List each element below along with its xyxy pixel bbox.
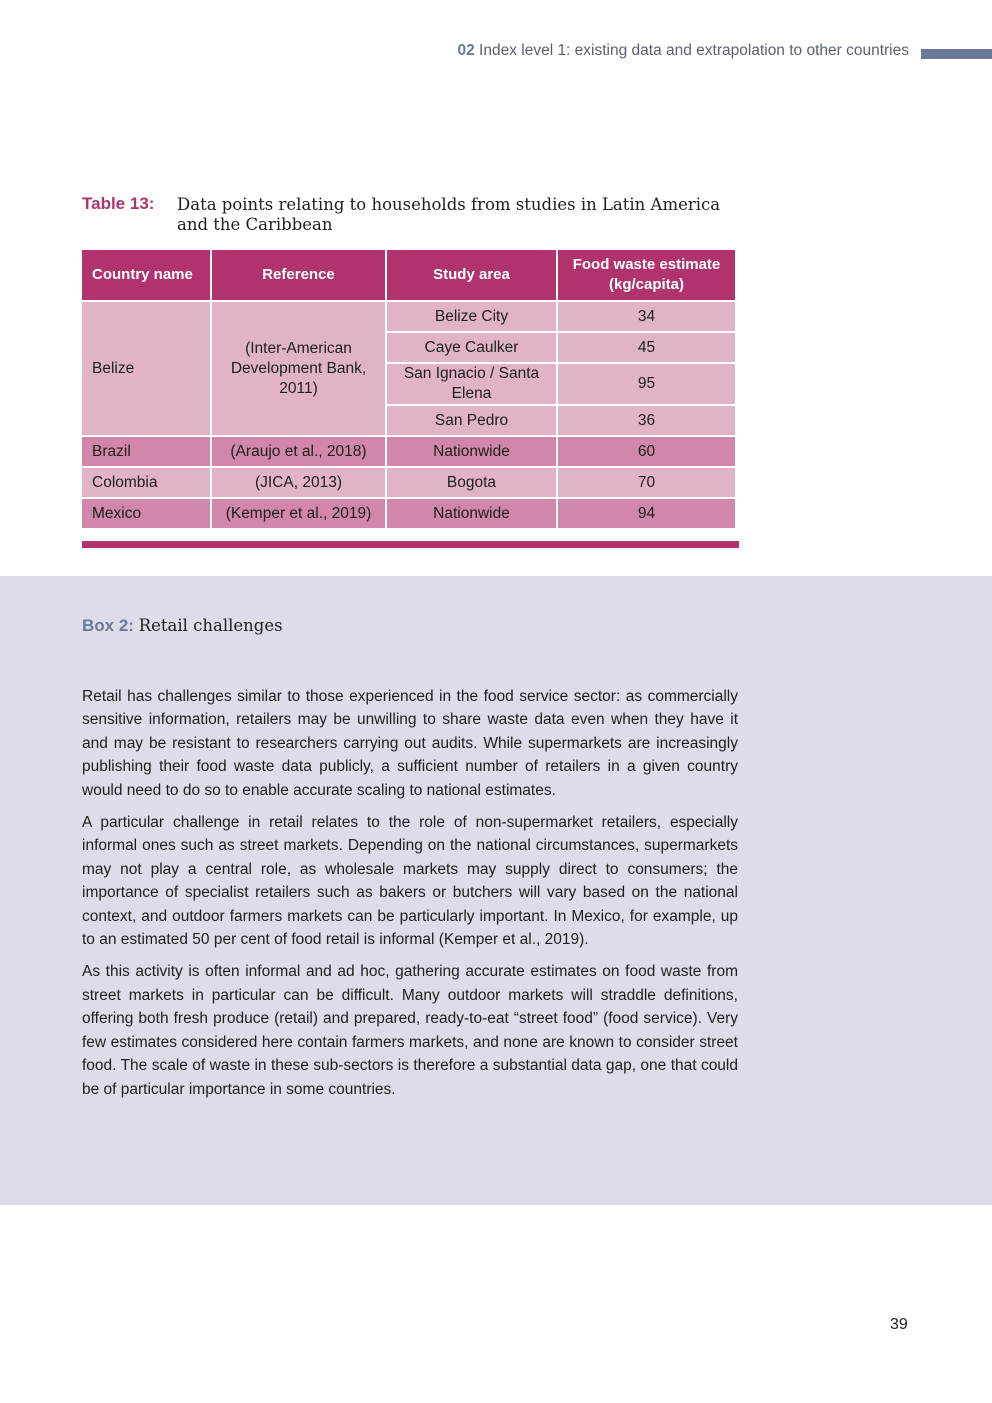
estimate-cell: 34 <box>558 302 735 331</box>
box-body <box>82 685 738 1110</box>
table-bottom-rule <box>82 541 739 548</box>
table-row <box>82 499 735 528</box>
estimate-cell: 60 <box>558 437 735 466</box>
estimate-cell: 70 <box>558 468 735 497</box>
country-cell: Mexico <box>82 499 210 528</box>
box-heading <box>82 616 283 636</box>
column-header-estimate: Food waste estimate (kg/capita) <box>558 250 735 300</box>
box-label: Box 2: <box>82 616 134 635</box>
running-header <box>457 42 909 64</box>
page-number: 39 <box>890 1316 908 1333</box>
table-row <box>82 437 735 466</box>
column-header-country: Country name <box>82 250 210 300</box>
country-cell: Brazil <box>82 437 210 466</box>
estimate-cell: 94 <box>558 499 735 528</box>
reference-cell: (Inter-American Development Bank, 2011) <box>212 302 385 435</box>
column-header-reference: Reference <box>212 250 385 300</box>
reference-cell: (JICA, 2013) <box>212 468 385 497</box>
study-area-cell: San Pedro <box>387 406 556 435</box>
box-paragraph: A particular challenge in retail relates to the role of non-supermarket retailers, especially informal ones such as street markets. Depending on the national circumstances, supermarkets may not play a central role, as wholesale markets may supply direct to consumers; the importance of specialist retailers such as bakers or butchers will vary based on the national context, and outdoor farmers markets can be particularly important. In Mexico, for example, up to an estimated 50 per cent of food retail is informal (Kemper et al., 2019). <box>82 814 738 949</box>
reference-cell: (Kemper et al., 2019) <box>212 499 385 528</box>
table-label: Table 13: <box>82 194 155 213</box>
study-area-cell: Bogota <box>387 468 556 497</box>
data-table <box>80 248 737 530</box>
box-title: Retail challenges <box>138 616 283 635</box>
table-row <box>82 468 735 497</box>
country-cell: Colombia <box>82 468 210 497</box>
box-paragraph: As this activity is often informal and ad hoc, gathering accurate estimates on food waste from street markets in particular can be difficult. Many outdoor markets will straddle definitions, offering both fresh produce (retail) and prepared, ready-to-eat “street food” (food service). Very few estimates considered here contain farmers markets, and none are known to consider street food. The scale of waste in these sub-sectors is therefore a substantial data gap, one that could be of particular importance in some countries. <box>82 963 738 1098</box>
study-area-cell: Belize City <box>387 302 556 331</box>
header-accent-bar <box>921 49 992 59</box>
column-header-study-area: Study area <box>387 250 556 300</box>
table-row <box>82 302 735 331</box>
chapter-number: 02 <box>457 42 475 59</box>
estimate-cell: 36 <box>558 406 735 435</box>
study-area-cell: San Ignacio / Santa Elena <box>387 364 556 404</box>
country-cell: Belize <box>82 302 210 435</box>
chapter-title: Index level 1: existing data and extrapolation to other countries <box>479 42 909 59</box>
box-paragraph: Retail has challenges similar to those experienced in the food service sector: as commercially sensitive information, retailers may be unwilling to share waste data even when they have it and may be resistant to researchers carrying out audits. While supermarkets are increasingly publishing their food waste data publicly, a sufficient number of retailers in a given country would need to do so to enable accurate scaling to national estimates. <box>82 688 738 799</box>
estimate-cell: 95 <box>558 364 735 404</box>
study-area-cell: Caye Caulker <box>387 333 556 362</box>
table-header-row <box>82 250 735 300</box>
estimate-cell: 45 <box>558 333 735 362</box>
table-title: Data points relating to households from studies in Latin America and the Caribbean <box>177 195 721 234</box>
reference-cell: (Araujo et al., 2018) <box>212 437 385 466</box>
study-area-cell: Nationwide <box>387 499 556 528</box>
study-area-cell: Nationwide <box>387 437 556 466</box>
